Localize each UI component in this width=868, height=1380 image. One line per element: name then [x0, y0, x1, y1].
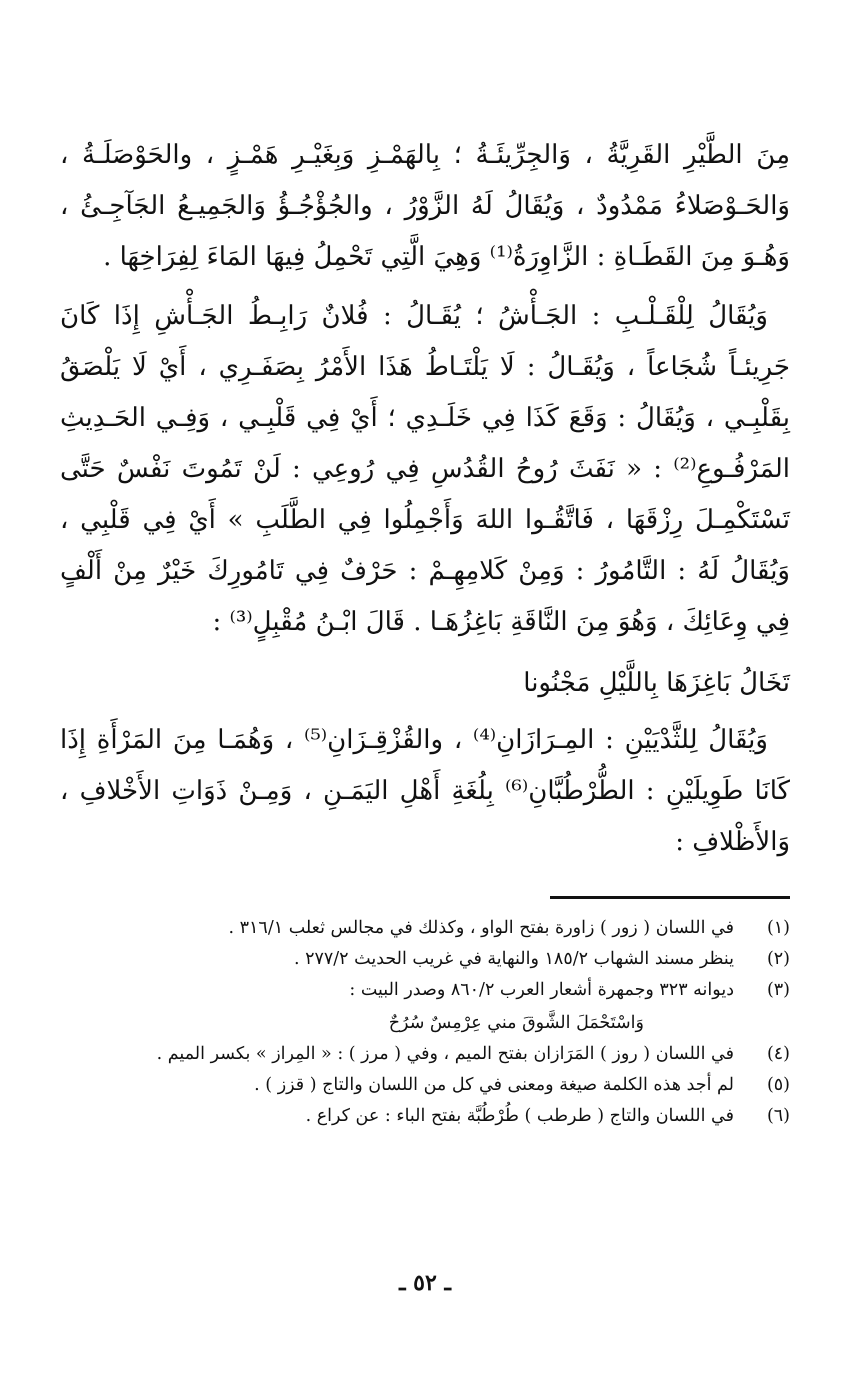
book-page [60, 130, 790, 1380]
paragraph-birds: مِنَ الطَّيْرِ القَرِيَّةُ ، وَالجِرِّيئَـةُ ؛ بِالهَمْـزِ وَبِغَيْـرِ هَمْـزٍ ، والحَوْصَلَـةُ ، وَالحَـوْصَلاءُ مَمْدُودٌ ، وَيُقَالُ لَهُ الزَّوْرُ ، والجُؤْجُـؤُ وَالجَمِيـعُ الجَآجِـئُ ، وَهُـوَ مِنَ القَطَـاةِ : الزَّاوِرَةُ⁽¹⁾ وَهِيَ الَّتِي تَحْمِلُ فِيهَا المَاءَ لِفِرَاخِهَا . [60, 140, 790, 272]
footnotes-list [60, 913, 790, 1132]
footnote-text-with-quote [60, 975, 734, 1039]
footnote-number: (٥) [766, 1075, 790, 1095]
footnote-number: (٢) [766, 949, 790, 969]
footnote-item [60, 944, 790, 975]
footnote-item [60, 1039, 790, 1070]
footnote-number: (٤) [766, 1044, 790, 1064]
footnote-text: في اللسان ( روز ) المَرَازان بفتح الميم ، وفي ( مرز ) : « المِراز » بكسر الميم . [156, 1044, 734, 1064]
footnote-item [60, 975, 790, 1039]
footnote-text: في اللسان والتاج ( طرطب ) طُرْطُبَّة بفتح الباء : عن كراع . [305, 1106, 734, 1126]
main-text [60, 130, 790, 868]
footnote-text: ديوانه ٣٢٣ وجمهرة أشعار العرب ٨٦٠/٢ وصدر البيت : [349, 980, 734, 1000]
footnote-text: لم أجد هذه الكلمة صيغة ومعنى في كل من اللسان والتاج ( قزز ) . [254, 1075, 734, 1095]
footnote-verse-quote: وَاسْتَحْمَلَ الشَّوقَ مني عِرْمِسٌ سُرُحٌ [388, 1013, 644, 1033]
footnote-separator [550, 896, 790, 899]
footnote-item [60, 913, 790, 944]
paragraph-breasts: وَيُقَالُ لِلثَّدْيَيْنِ : المِـرَازَانِ⁽⁴⁾ ، والقُزْقِـزَانِ⁽⁵⁾ ، وَهُمَـا مِنَ المَرْأَةِ إِذَا كَانَا طَوِيلَيْنِ : الطُّرْطُبَّانِ⁽⁶⁾ بِلُغَةِ أَهْلِ اليَمَـنِ ، وَمِـنْ ذَوَاتِ الأَخْلافِ ، وَالأَظْلافِ : [60, 725, 791, 857]
footnote-number: (٣) [766, 980, 790, 1000]
page-number: ـ ٥٢ ـ [399, 1270, 451, 1296]
footnote-text: ينظر مسند الشهاب ١٨٥/٢ والنهاية في غريب الحديث ٢٧٧/٢ . [293, 949, 734, 969]
footnote-item [60, 1070, 790, 1101]
footnote-number: (٦) [766, 1106, 790, 1126]
footnote-number: (١) [766, 918, 790, 938]
poetry-verse: تَخَالُ بَاغِزَهَا بِاللَّيْلِ مَجْنُونا [523, 668, 790, 698]
footnote-item [60, 1101, 790, 1132]
paragraph-heart: وَيُقَالُ لِلْقَـلْـبِ : الجَـأْشُ ؛ يُقَـالُ : فُلانٌ رَابِـطُ الجَـأْشِ إِذَا كَانَ جَرِيئـاً شُجَاعاً ، وَيُقَـالُ : لَا يَلْتَـاطُ هَذَا الأَمْرُ بِصَفَـرِي ، أَيْ لَا يَلْصَقُ بِقَلْبِـي ، وَيُقَالُ : وَقَعَ كَذَا فِي خَلَـدِي ؛ أَيْ فِي قَلْبِـي ، وَفِـي الحَـدِيثِ المَرْفُـوعِ⁽²⁾ : « نَفَثَ رُوحُ القُدُسِ فِي رُوعِي : لَنْ تَمُوتَ نَفْسٌ حَتَّى تَسْتَكْمِـلَ رِزْقَهَا ، فَاتَّقُـوا اللهَ وَأَجْمِلُوا فِي الطَّلَبِ » أَيْ فِي قَلْبِي ، وَيُقَالُ لَهُ : التَّامُورُ : وَمِنْ كَلامِهِـمْ : حَرْفٌ فِي تَامُورِكَ خَيْرٌ مِنْ أَلْفٍ فِي وِعَائِكَ ، وَهُوَ مِنَ النَّاقَةِ بَاغِزُهَـا . قَالَ ابْـنُ مُقْبِلٍ⁽³⁾ : [60, 301, 790, 637]
footnote-text: في اللسان ( زور ) زاورة بفتح الواو ، وكذلك في مجالس ثعلب ٣١٦/١ . [228, 918, 734, 938]
